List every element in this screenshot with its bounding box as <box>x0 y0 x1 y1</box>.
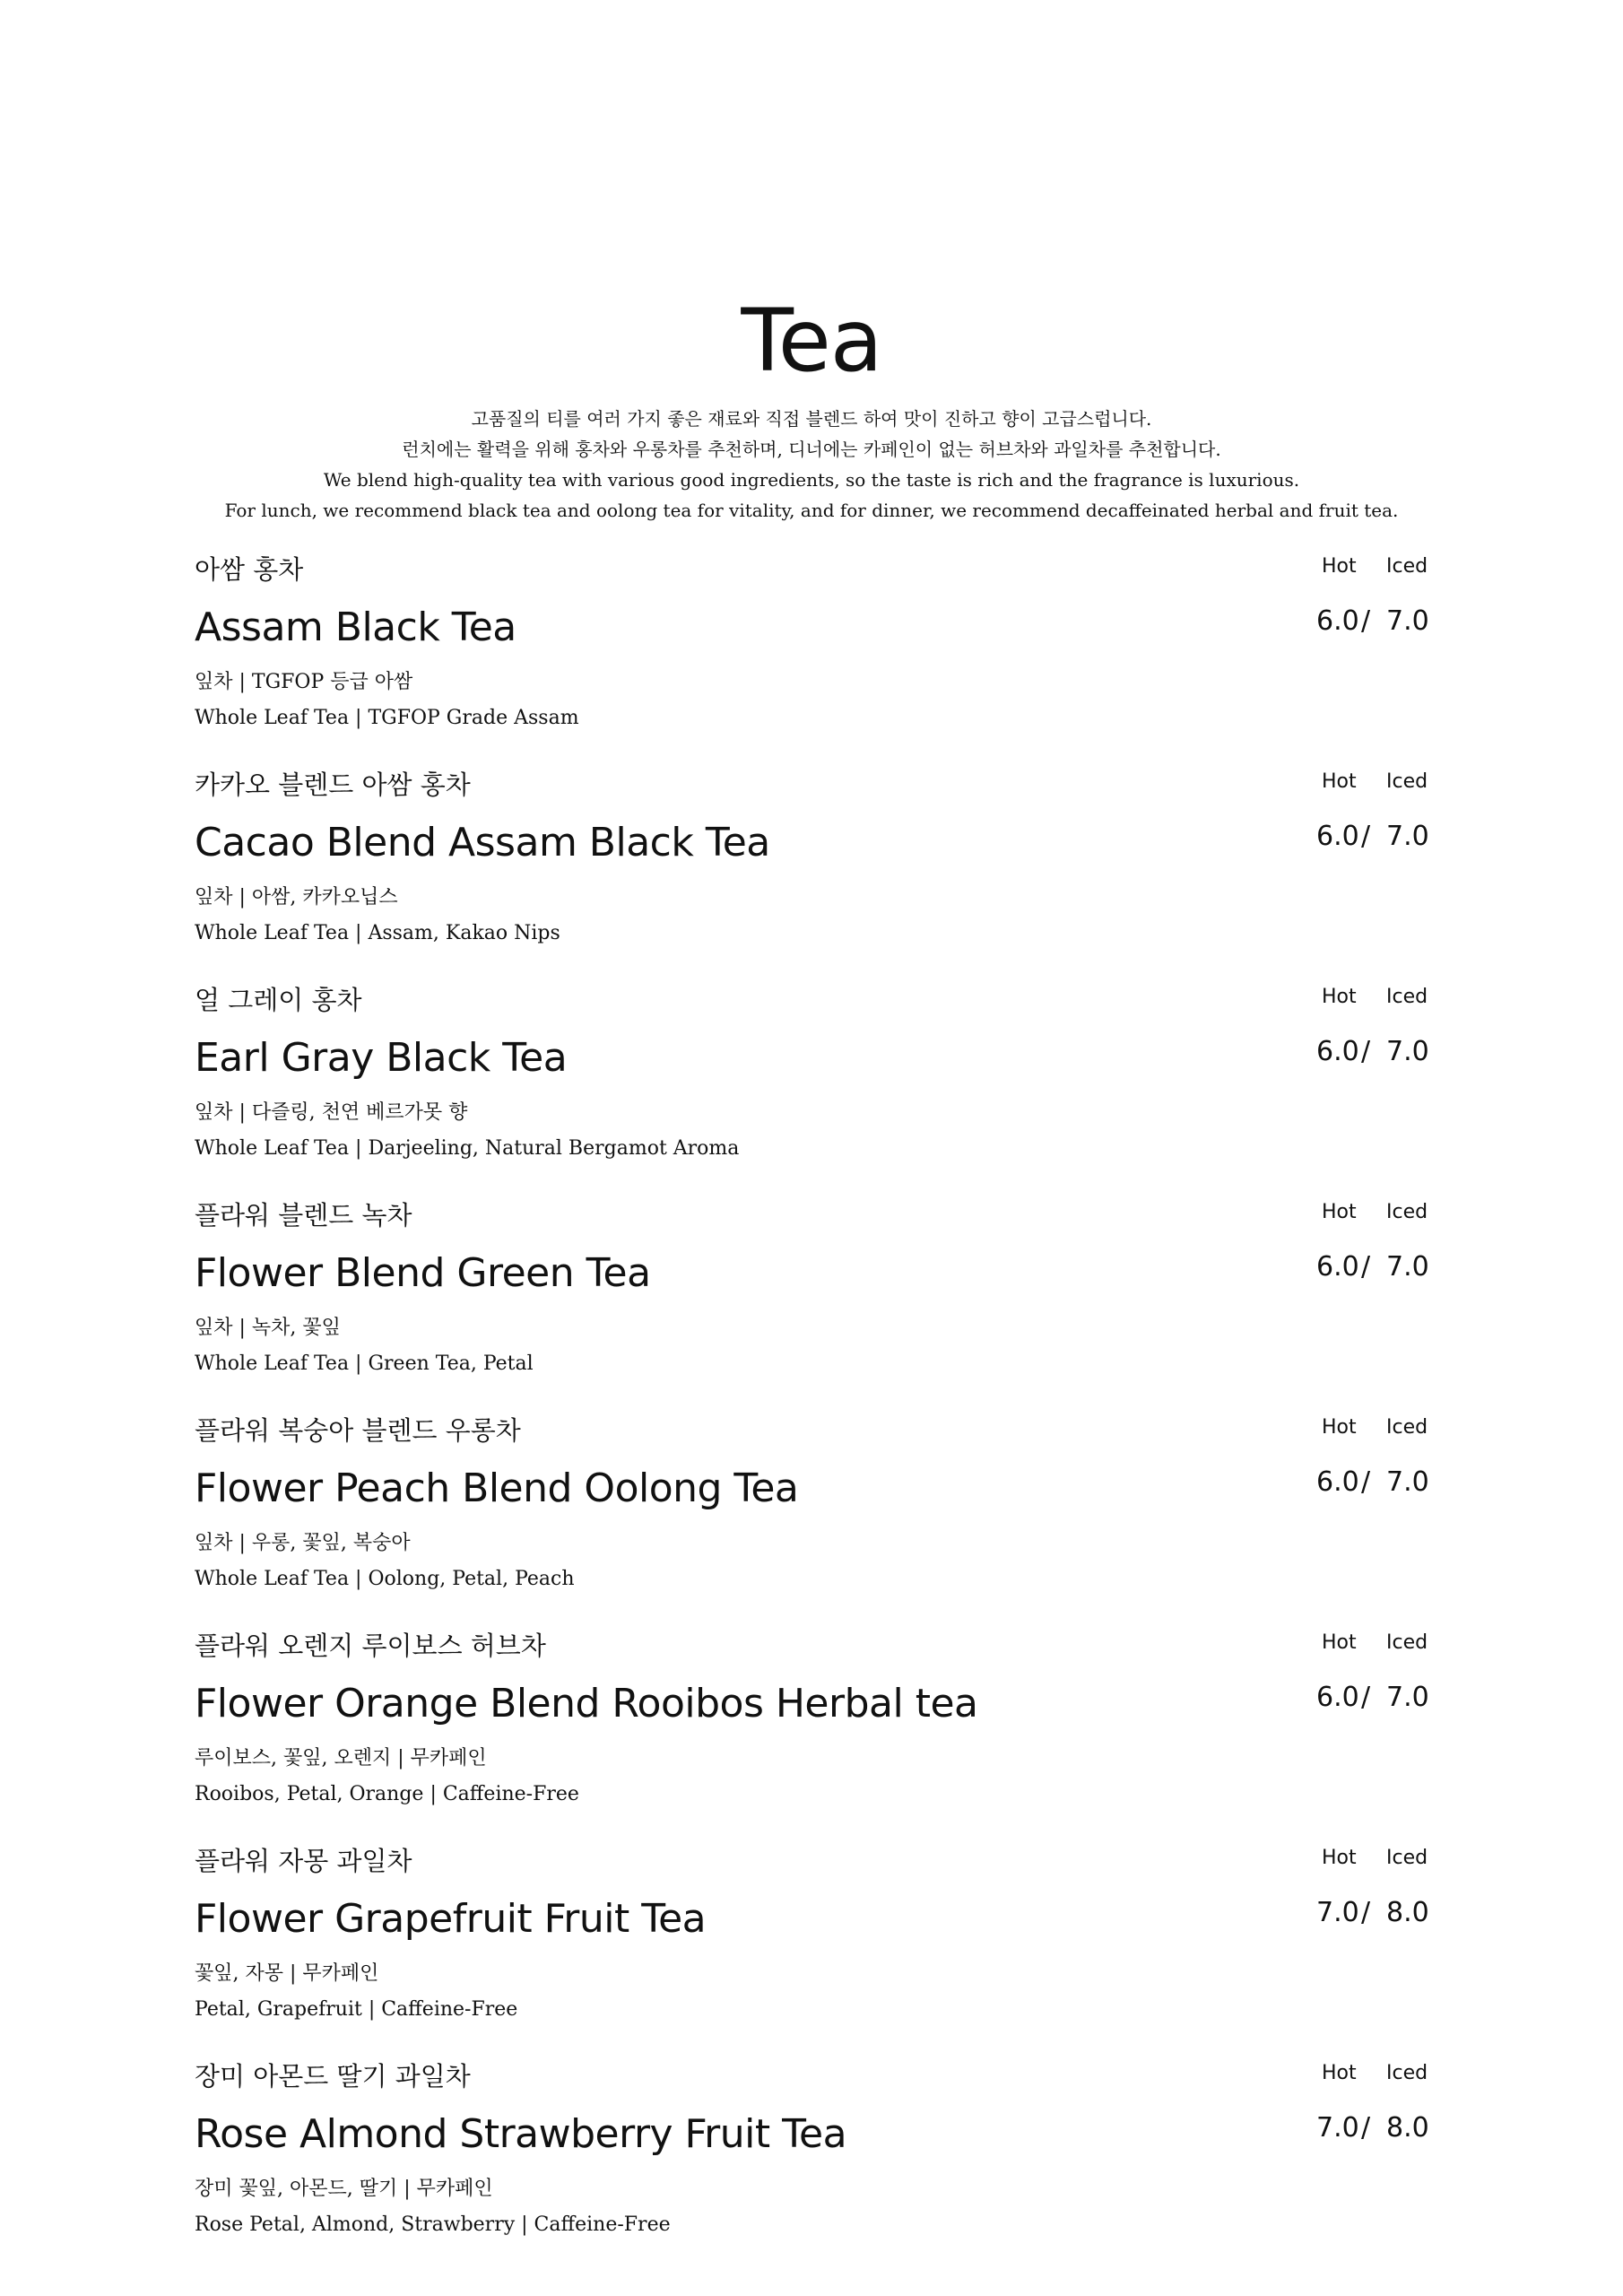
menu-item-rose-almond-strawberry-fruit-tea <box>195 2058 1445 2274</box>
hot-label: Hot <box>1322 986 1357 1008</box>
item-description-ko: 꽃잎, 자몽 | 무카페인 <box>195 1962 379 1985</box>
menu-item-flower-blend-green-tea <box>195 1197 1445 1413</box>
item-description-ko: 잎차 | 녹차, 꽃잎 <box>195 1317 341 1339</box>
iced-label: Iced <box>1386 1201 1428 1223</box>
price-iced: 7.0 <box>1386 1251 1429 1283</box>
price-hot: 6.0 <box>1316 605 1359 637</box>
item-name-en: Flower Grapefruit Fruit Tea <box>195 1896 707 1942</box>
price-hot: 6.0 <box>1316 1036 1359 1067</box>
item-description-en: Rooibos, Petal, Orange | Caffeine-Free <box>195 1783 579 1805</box>
price-separator: / <box>1361 605 1371 637</box>
temperature-labels <box>1266 984 1445 1011</box>
intro-line-en-1: We blend high-quality tea with various good ingredients, so the taste is rich and the fragrance is luxurious. <box>323 469 1300 491</box>
price-iced: 7.0 <box>1386 1682 1429 1713</box>
price-iced: 7.0 <box>1386 1036 1429 1067</box>
price-separator: / <box>1361 1682 1371 1713</box>
temperature-labels <box>1266 1199 1445 1226</box>
hot-label: Hot <box>1322 1201 1357 1223</box>
price-separator: / <box>1361 1251 1371 1283</box>
item-name-en: Flower Orange Blend Rooibos Herbal tea <box>195 1681 978 1726</box>
hot-label: Hot <box>1322 1416 1357 1439</box>
item-name-ko: 플라워 자몽 과일차 <box>195 1846 412 1876</box>
price-hot: 6.0 <box>1316 1466 1359 1498</box>
item-name-en: Cacao Blend Assam Black Tea <box>195 820 770 865</box>
item-description-en: Whole Leaf Tea | Darjeeling, Natural Bergamot Aroma <box>195 1137 740 1160</box>
item-name-ko: 카카오 블렌드 아쌈 홍차 <box>195 770 471 800</box>
iced-label: Iced <box>1386 1416 1428 1439</box>
price-iced: 8.0 <box>1386 2112 1429 2144</box>
intro-line-ko-2: 런치에는 활력을 위해 홍차와 우롱차를 추천하며, 디너에는 카페인이 없는 허브차와 과일차를 추천합니다. <box>402 439 1221 460</box>
price-hot: 6.0 <box>1316 1251 1359 1283</box>
item-description-ko: 장미 꽃잎, 아몬드, 딸기 | 무카페인 <box>195 2178 493 2200</box>
temperature-labels <box>1266 1630 1445 1657</box>
item-description-en: Rose Petal, Almond, Strawberry | Caffeine-Free <box>195 2213 671 2236</box>
intro-line-ko-1: 고품질의 티를 여러 가지 좋은 재료와 직접 블렌드 하여 맛이 진하고 향이 고급스럽니다. <box>471 408 1152 430</box>
menu-item-flower-orange-blend-rooibos-herbal-tea <box>195 1628 1445 1843</box>
price-iced: 7.0 <box>1386 605 1429 637</box>
item-name-en: Flower Blend Green Tea <box>195 1250 651 1296</box>
hot-label: Hot <box>1322 770 1357 793</box>
price-hot: 6.0 <box>1316 1682 1359 1713</box>
menu-item-cacao-blend-assam-black-tea <box>195 767 1445 982</box>
temperature-labels <box>1266 1845 1445 1872</box>
temperature-labels <box>1266 2060 1445 2087</box>
price-hot: 7.0 <box>1316 2112 1359 2144</box>
price-separator: / <box>1361 821 1371 852</box>
item-name-ko: 플라워 오렌지 루이보스 허브차 <box>195 1631 546 1661</box>
iced-label: Iced <box>1386 2062 1428 2084</box>
temperature-labels <box>1266 1414 1445 1441</box>
price-separator: / <box>1361 2112 1371 2144</box>
item-name-ko: 플라워 복숭아 블렌드 우롱차 <box>195 1415 521 1446</box>
item-description-ko: 루이보스, 꽃잎, 오렌지 | 무카페인 <box>195 1747 487 1770</box>
item-description-en: Whole Leaf Tea | TGFOP Grade Assam <box>195 707 579 729</box>
page-title: Tea <box>741 291 882 391</box>
menu-item-earl-gray-black-tea <box>195 982 1445 1197</box>
tea-menu-list <box>195 552 1445 2274</box>
menu-item-flower-grapefruit-fruit-tea <box>195 1843 1445 2058</box>
price-separator: / <box>1361 1897 1371 1928</box>
item-description-ko: 잎차 | 아쌈, 카카오닙스 <box>195 886 398 909</box>
menu-item-assam-black-tea <box>195 552 1445 767</box>
price-hot: 7.0 <box>1316 1897 1359 1928</box>
item-name-ko: 얼 그레이 홍차 <box>195 985 362 1015</box>
iced-label: Iced <box>1386 1631 1428 1654</box>
intro-text <box>0 404 1623 526</box>
intro-line-en-2: For lunch, we recommend black tea and oolong tea for vitality, and for dinner, we recommend decaffeinated herbal and fruit tea. <box>224 500 1399 521</box>
temperature-labels <box>1266 769 1445 796</box>
price-separator: / <box>1361 1036 1371 1067</box>
hot-label: Hot <box>1322 1631 1357 1654</box>
item-name-en: Assam Black Tea <box>195 604 516 650</box>
temperature-labels <box>1266 553 1445 580</box>
price-separator: / <box>1361 1466 1371 1498</box>
hot-label: Hot <box>1322 1847 1357 1869</box>
hot-label: Hot <box>1322 2062 1357 2084</box>
item-description-en: Whole Leaf Tea | Oolong, Petal, Peach <box>195 1568 575 1590</box>
item-name-en: Flower Peach Blend Oolong Tea <box>195 1465 799 1511</box>
item-name-en: Earl Gray Black Tea <box>195 1035 568 1081</box>
menu-item-flower-peach-blend-oolong-tea <box>195 1413 1445 1628</box>
iced-label: Iced <box>1386 555 1428 578</box>
price-iced: 7.0 <box>1386 821 1429 852</box>
iced-label: Iced <box>1386 986 1428 1008</box>
item-name-ko: 장미 아몬드 딸기 과일차 <box>195 2061 471 2092</box>
item-name-ko: 아쌈 홍차 <box>195 554 304 585</box>
iced-label: Iced <box>1386 1847 1428 1869</box>
hot-label: Hot <box>1322 555 1357 578</box>
item-description-en: Whole Leaf Tea | Green Tea, Petal <box>195 1352 534 1375</box>
item-name-ko: 플라워 블렌드 녹차 <box>195 1200 412 1231</box>
price-hot: 6.0 <box>1316 821 1359 852</box>
price-iced: 7.0 <box>1386 1466 1429 1498</box>
item-description-en: Whole Leaf Tea | Assam, Kakao Nips <box>195 922 560 944</box>
item-description-en: Petal, Grapefruit | Caffeine-Free <box>195 1998 518 2021</box>
iced-label: Iced <box>1386 770 1428 793</box>
item-description-ko: 잎차 | 우롱, 꽃잎, 복숭아 <box>195 1532 411 1554</box>
item-description-ko: 잎차 | 다즐링, 천연 베르가못 향 <box>195 1101 468 1124</box>
item-description-ko: 잎차 | TGFOP 등급 아쌈 <box>195 671 413 693</box>
item-name-en: Rose Almond Strawberry Fruit Tea <box>195 2111 847 2157</box>
price-iced: 8.0 <box>1386 1897 1429 1928</box>
